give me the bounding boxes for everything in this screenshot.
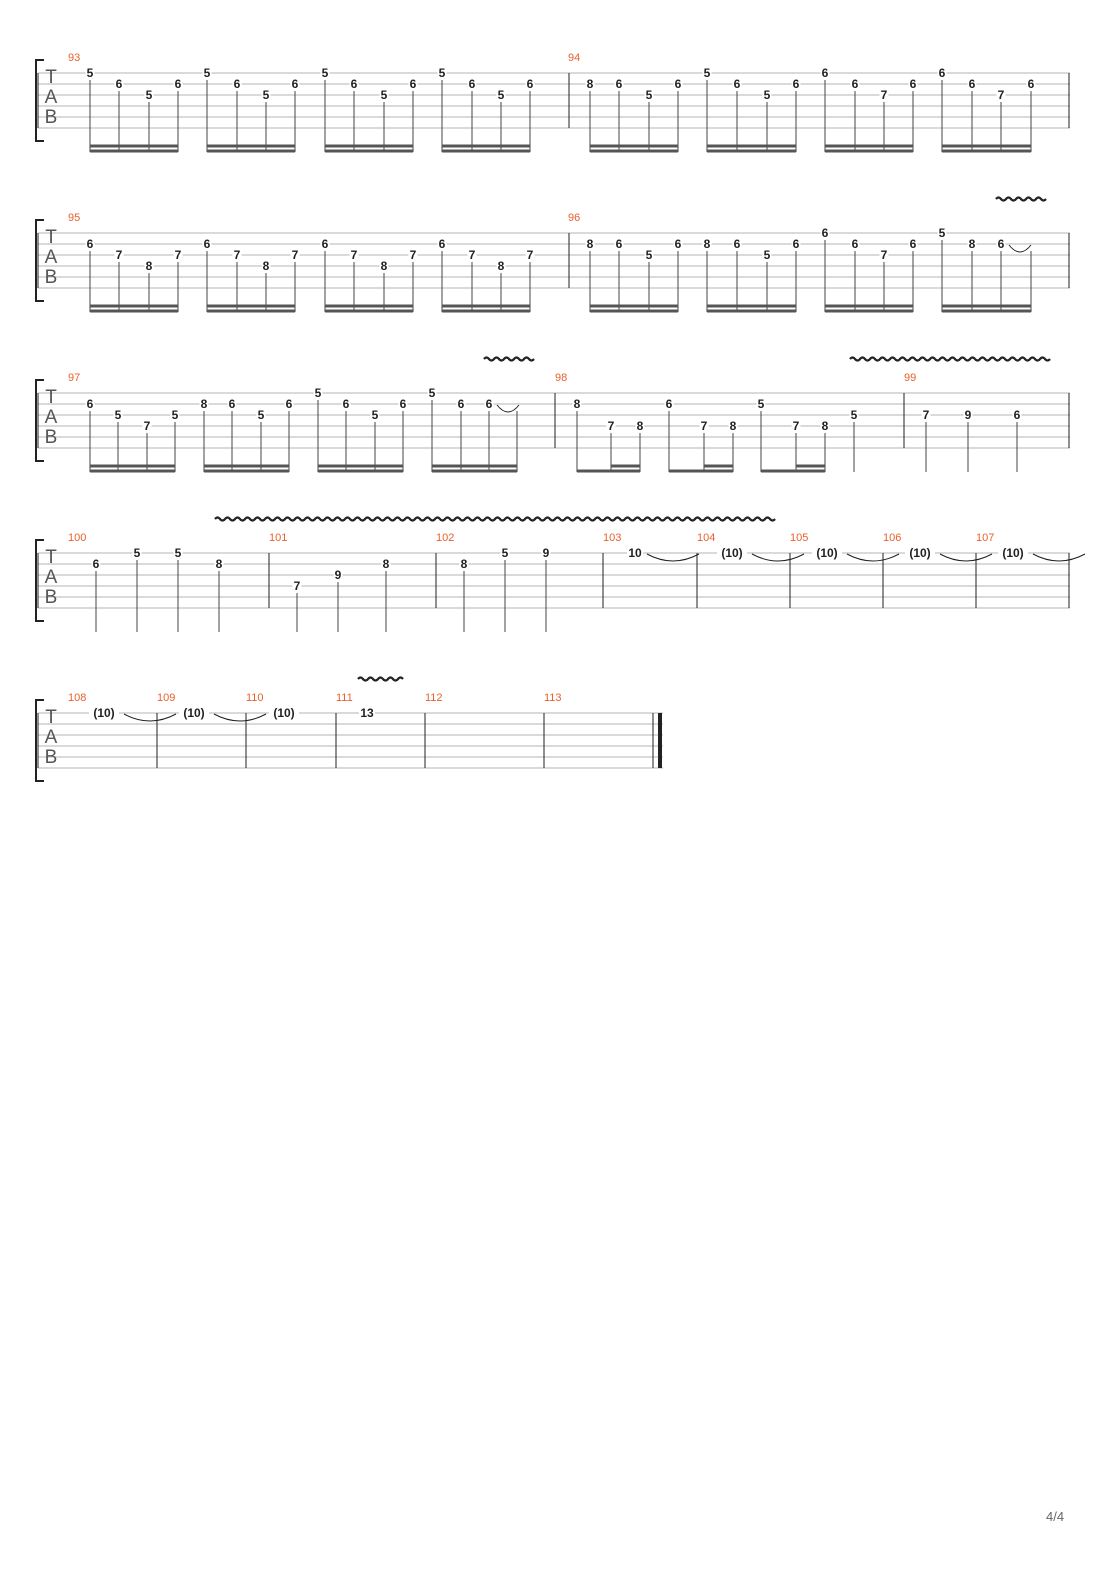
measure-number: 107 <box>976 532 995 544</box>
tie-arc <box>647 554 699 561</box>
fret-number: (10) <box>909 546 931 560</box>
system-bracket <box>36 60 44 141</box>
fret-number: 5 <box>380 88 388 102</box>
fret-number: 8 <box>460 557 468 571</box>
measure-number: 112 <box>425 692 443 704</box>
fret-number: 8 <box>262 259 270 273</box>
fret-number: 6 <box>821 66 829 80</box>
fret-number: 5 <box>133 546 141 560</box>
fret-number: 8 <box>215 557 223 571</box>
measure-number: 100 <box>68 532 87 544</box>
fret-number: 8 <box>573 397 581 411</box>
tie-arc <box>214 714 266 721</box>
fret-number: 6 <box>115 77 123 91</box>
measure-number: 113 <box>544 692 562 704</box>
fret-number: 7 <box>115 248 123 262</box>
fret-number: 8 <box>703 237 711 251</box>
fret-number: 5 <box>501 546 509 560</box>
vibrato-mark <box>358 678 403 681</box>
fret-number: 7 <box>233 248 241 262</box>
fret-number: 5 <box>645 88 653 102</box>
measure-number: 101 <box>269 532 288 544</box>
tab-clef-letter: B <box>44 427 58 448</box>
fret-number: 6 <box>350 77 358 91</box>
fret-number: 5 <box>86 66 94 80</box>
fret-number: 6 <box>909 77 917 91</box>
fret-number: 5 <box>763 248 771 262</box>
tie-arc <box>1033 554 1085 561</box>
fret-number: (10) <box>816 546 838 560</box>
fret-number: (10) <box>1002 546 1024 560</box>
vibrato-mark <box>996 198 1046 201</box>
measure-number: 95 <box>68 212 81 224</box>
fret-number: 7 <box>293 579 301 593</box>
measure-number: 97 <box>68 372 81 384</box>
fret-number: 5 <box>438 66 446 80</box>
fret-number: 7 <box>526 248 534 262</box>
tab-clef-letter: T <box>45 67 57 88</box>
tie-arc <box>1009 245 1031 252</box>
fret-number: 6 <box>174 77 182 91</box>
fret-number: 6 <box>674 237 682 251</box>
fret-number: 7 <box>174 248 182 262</box>
fret-number: 6 <box>399 397 407 411</box>
fret-number: 8 <box>382 557 390 571</box>
fret-number: 7 <box>143 419 151 433</box>
measure-number: 108 <box>68 692 87 704</box>
fret-number: 5 <box>314 386 322 400</box>
fret-number: 6 <box>851 237 859 251</box>
fret-number: 5 <box>850 408 858 422</box>
tab-clef-letter: A <box>44 87 58 108</box>
fret-number: 6 <box>909 237 917 251</box>
fret-number: 5 <box>174 546 182 560</box>
fret-number: 5 <box>203 66 211 80</box>
fret-number: 7 <box>792 419 800 433</box>
fret-number: 7 <box>880 88 888 102</box>
fret-number: 6 <box>792 77 800 91</box>
tab-clef-letter: T <box>45 227 57 248</box>
fret-number: 9 <box>964 408 972 422</box>
fret-number: 6 <box>438 237 446 251</box>
system-bracket <box>36 700 44 781</box>
fret-number: (10) <box>721 546 743 560</box>
fret-number: 9 <box>334 568 342 582</box>
fret-number: 5 <box>428 386 436 400</box>
fret-number: 5 <box>114 408 122 422</box>
fret-number: 7 <box>880 248 888 262</box>
fret-number: 6 <box>86 397 94 411</box>
tie-arc <box>752 554 804 561</box>
fret-number: 7 <box>607 419 615 433</box>
fret-number: 6 <box>733 77 741 91</box>
fret-number: 8 <box>636 419 644 433</box>
fret-number: 8 <box>968 237 976 251</box>
fret-number: (10) <box>183 706 205 720</box>
fret-number: 6 <box>233 77 241 91</box>
tab-clef-letter: B <box>44 587 58 608</box>
fret-number: 7 <box>922 408 930 422</box>
fret-number: 5 <box>257 408 265 422</box>
fret-number: 6 <box>468 77 476 91</box>
fret-number: 6 <box>86 237 94 251</box>
tab-clef-letter: T <box>45 547 57 568</box>
fret-number: (10) <box>93 706 115 720</box>
measure-number: 104 <box>697 532 716 544</box>
fret-number: 6 <box>228 397 236 411</box>
fret-number: 6 <box>291 77 299 91</box>
fret-number: 8 <box>497 259 505 273</box>
vibrato-mark <box>215 518 775 521</box>
fret-number: 7 <box>350 248 358 262</box>
tab-clef-letter: A <box>44 727 58 748</box>
fret-number: 5 <box>763 88 771 102</box>
fret-number: 6 <box>342 397 350 411</box>
fret-number: 6 <box>674 77 682 91</box>
tie-arc <box>497 405 519 412</box>
tab-clef-letter: B <box>44 747 58 768</box>
fret-number: 5 <box>262 88 270 102</box>
fret-number: 5 <box>171 408 179 422</box>
measure-number: 102 <box>436 532 455 544</box>
measure-number: 98 <box>555 372 568 384</box>
fret-number: 7 <box>409 248 417 262</box>
system-bracket <box>36 380 44 461</box>
fret-number: 8 <box>729 419 737 433</box>
fret-number: 8 <box>586 237 594 251</box>
fret-number: 6 <box>457 397 465 411</box>
measure-number: 96 <box>568 212 581 224</box>
fret-number: 8 <box>821 419 829 433</box>
tie-arc <box>940 554 992 561</box>
fret-number: 10 <box>628 546 642 560</box>
measure-number: 93 <box>68 52 81 64</box>
fret-number: 5 <box>497 88 505 102</box>
fret-number: 6 <box>485 397 493 411</box>
vibrato-mark <box>850 358 1050 361</box>
fret-number: 6 <box>968 77 976 91</box>
fret-number: 5 <box>757 397 765 411</box>
fret-number: 6 <box>821 226 829 240</box>
tie-arc <box>847 554 899 561</box>
fret-number: 7 <box>468 248 476 262</box>
fret-number: 5 <box>938 226 946 240</box>
fret-number: 6 <box>321 237 329 251</box>
tab-clef-letter: A <box>44 247 58 268</box>
fret-number: 5 <box>645 248 653 262</box>
tie-arc <box>124 714 176 721</box>
fret-number: (10) <box>273 706 295 720</box>
fret-number: 6 <box>203 237 211 251</box>
fret-number: 7 <box>291 248 299 262</box>
fret-number: 8 <box>145 259 153 273</box>
tab-clef-letter: A <box>44 407 58 428</box>
tab-clef-letter: T <box>45 387 57 408</box>
page-number: 4/4 <box>1046 1509 1065 1524</box>
fret-number: 6 <box>997 237 1005 251</box>
fret-number: 5 <box>371 408 379 422</box>
system-bracket <box>36 540 44 621</box>
measure-number: 105 <box>790 532 809 544</box>
tab-clef-letter: T <box>45 707 57 728</box>
fret-number: 5 <box>321 66 329 80</box>
fret-number: 6 <box>409 77 417 91</box>
fret-number: 6 <box>792 237 800 251</box>
measure-number: 109 <box>157 692 176 704</box>
measure-number: 94 <box>568 52 581 64</box>
fret-number: 5 <box>703 66 711 80</box>
fret-number: 6 <box>665 397 673 411</box>
fret-number: 6 <box>733 237 741 251</box>
measure-number: 103 <box>603 532 622 544</box>
measure-number: 111 <box>336 692 353 704</box>
fret-number: 7 <box>700 419 708 433</box>
measure-number: 106 <box>883 532 902 544</box>
fret-number: 6 <box>851 77 859 91</box>
fret-number: 8 <box>380 259 388 273</box>
measure-number: 99 <box>904 372 917 384</box>
fret-number: 6 <box>615 77 623 91</box>
fret-number: 6 <box>615 237 623 251</box>
system-bracket <box>36 220 44 301</box>
fret-number: 6 <box>92 557 100 571</box>
fret-number: 7 <box>997 88 1005 102</box>
fret-number: 8 <box>200 397 208 411</box>
tab-clef-letter: B <box>44 267 58 288</box>
fret-number: 6 <box>938 66 946 80</box>
fret-number: 6 <box>285 397 293 411</box>
fret-number: 6 <box>526 77 534 91</box>
fret-number: 6 <box>1027 77 1035 91</box>
fret-number: 8 <box>586 77 594 91</box>
tab-clef-letter: A <box>44 567 58 588</box>
fret-number: 5 <box>145 88 153 102</box>
fret-number: 13 <box>360 706 374 720</box>
fret-number: 6 <box>1013 408 1021 422</box>
tab-clef-letter: B <box>44 107 58 128</box>
vibrato-mark <box>484 358 534 361</box>
measure-number: 110 <box>246 692 264 704</box>
fret-number: 9 <box>542 546 550 560</box>
